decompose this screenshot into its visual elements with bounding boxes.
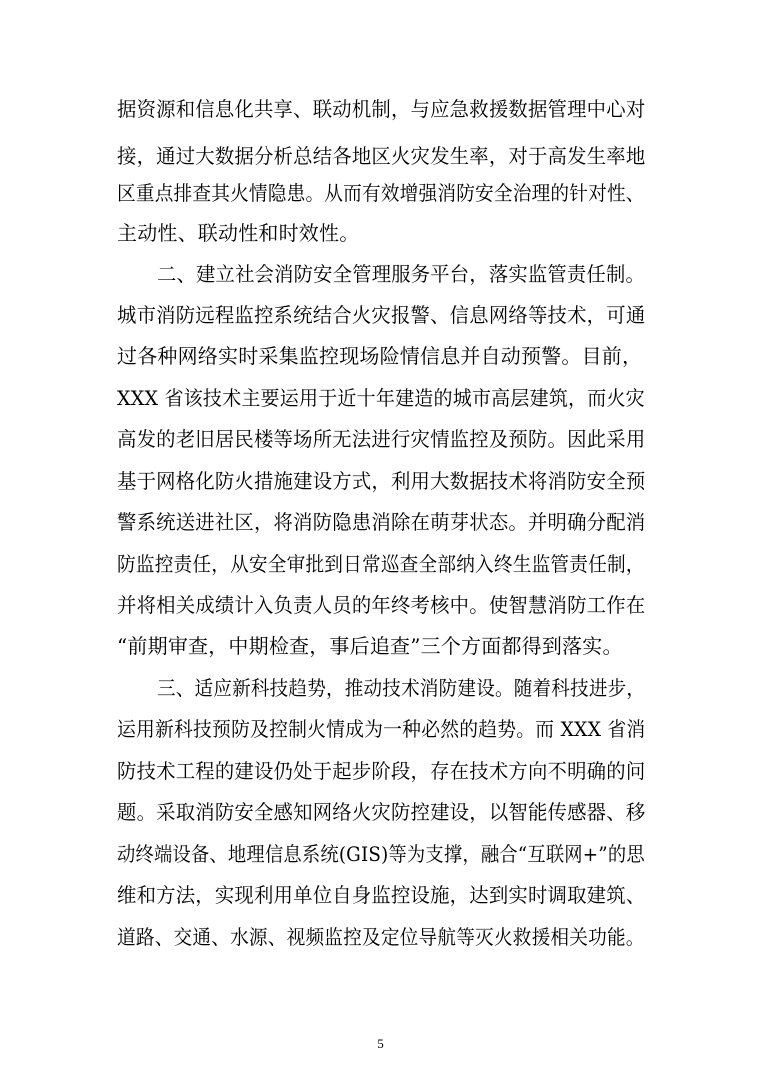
text-line: 据资源和信息化共享、联动机制，与应急救援数据管理中心对 bbox=[117, 97, 646, 121]
text-line: 维和方法，实现利用单位自身监控设施，达到实时调取建筑、 bbox=[117, 883, 646, 907]
page-number: 5 bbox=[377, 1036, 384, 1051]
text-line: 城市消防远程监控系统结合火灾报警、信息网络等技术，可通 bbox=[117, 303, 646, 327]
section-heading-2: 二、建立社会消防安全管理服务平台，落实监管责任制。 bbox=[157, 262, 645, 286]
text-line: 区重点排查其火情隐患。从而有效增强消防安全治理的针对性、 bbox=[117, 181, 645, 205]
text-line: 高发的老旧居民楼等场所无法进行灾情监控及预防。因此采用 bbox=[117, 427, 646, 451]
text-line: 并将相关成绩计入负责人员的年终考核中。使智慧消防工作在 bbox=[117, 593, 646, 617]
text-line: 主动性、联动性和时效性。 bbox=[117, 221, 360, 245]
text-line: “前期审查，中期检查，事后追查”三个方面都得到落实。 bbox=[117, 634, 623, 658]
text-line: 题。采取消防安全感知网络火灾防控建设，以智能传感器、移 bbox=[117, 800, 646, 824]
section-heading-3: 三、适应新科技趋势，推动技术消防建设。随着科技进步， bbox=[157, 676, 646, 700]
text-line: 防技术工程的建设仍处于起步阶段，存在技术方向不明确的问 bbox=[117, 759, 646, 783]
text-line: 动终端设备、地理信息系统(GIS)等为支撑，融合“互联网+”的思 bbox=[117, 842, 645, 866]
text-line: 运用新科技预防及控制火情成为一种必然的趋势。而 XXX 省消 bbox=[117, 717, 646, 741]
text-line: 过各种网络实时采集监控现场险情信息并自动预警。目前， bbox=[117, 344, 643, 368]
text-line: XXX 省该技术主要运用于近十年建造的城市高层建筑，而火灾 bbox=[117, 386, 645, 410]
text-line: 基于网格化防火措施建设方式，利用大数据技术将消防安全预 bbox=[117, 469, 646, 493]
text-line: 警系统送进社区，将消防隐患消除在萌芽状态。并明确分配消 bbox=[117, 510, 646, 534]
text-line: 接，通过大数据分析总结各地区火灾发生率，对于高发生率地 bbox=[117, 144, 646, 168]
text-line: 防监控责任，从安全审批到日常巡查全部纳入终生监管责任制， bbox=[117, 552, 645, 576]
text-line: 道路、交通、水源、视频监控及定位导航等灭火救援相关功能。 bbox=[117, 925, 645, 949]
